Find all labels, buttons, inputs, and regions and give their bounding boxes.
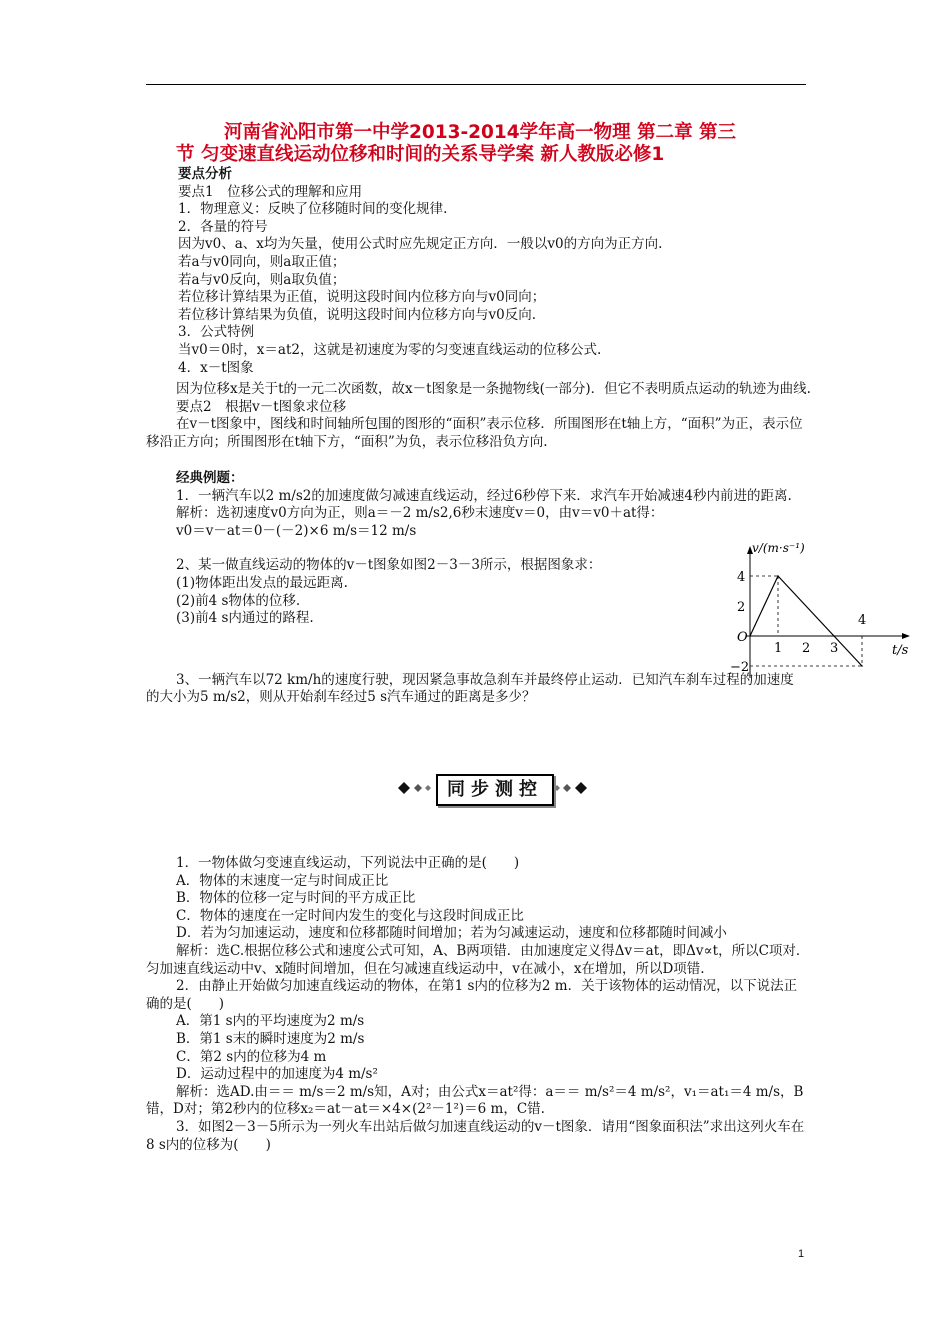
x-axis-label: t/s: [892, 643, 909, 658]
x-tick-label: 2: [802, 641, 811, 656]
analysis-line: 1．物理意义：反映了位移随时间的变化规律.: [178, 201, 448, 218]
data-point: [833, 635, 835, 637]
analysis-line: 若位移计算结果为正值，说明这段时间内位移方向与v0同向；: [178, 289, 546, 306]
practice-2-option: A．第1 s内的平均速度为2 m/s: [176, 1013, 365, 1030]
analysis-para-1: 因为位移x是关于t的一元二次函数，故x－t图象是一条抛物线(一部分)．但它不表明质点运动的轨迹为曲线.: [176, 381, 811, 398]
practice-2-solution: 解析：选AD.由＝＝ m/s＝2 m/s知，A对；由公式x＝at²得：a＝＝ m/s²＝4 m/s²，v₁＝at₁＝4 m/s，B错，D对；第2秒内的位移x₂＝at－at＝×4×(2²－1²)＝6 m，C错.: [146, 1083, 804, 1118]
example-3-question: 3、一辆汽车以72 km/h的速度行驶，现因紧急事故急刹车并最终停止运动．已知汽车刹车过程的加速度的大小为5 m/s2，则从开始刹车经过5 s汽车通过的距离是多少？: [146, 671, 794, 706]
analysis-line: 3．公式特例: [178, 324, 255, 341]
analysis-point-2: 要点2 根据v－t图象求位移: [176, 398, 347, 415]
practice-1-option: D．若为匀加速运动，速度和位移都随时间增加；若为匀减速运动，速度和位移都随时间减小: [176, 925, 727, 942]
analysis-line: 当v0＝0时，x＝at2，这就是初速度为零的匀变速直线运动的位移公式.: [178, 341, 602, 358]
practice-1-question: 1．一物体做匀变速直线运动，下列说法中正确的是( ): [176, 855, 520, 871]
practice-2-question: 2．由静止开始做匀加速直线运动的物体，在第1 s内的位移为2 m．关于该物体的运动情况，以下说法正确的是( ): [146, 978, 798, 1012]
practice-1-option: C．物体的速度在一定时间内发生的变化与这段时间成正比: [176, 907, 524, 924]
document-title: [140, 122, 820, 166]
title-line-2: 节 匀变速直线运动位移和时间的关系导学案 新人教版必修1: [176, 144, 665, 165]
practice-2-option: D．运动过程中的加速度为4 m/s²: [176, 1066, 378, 1083]
practice-2-option: B．第1 s末的瞬时速度为2 m/s: [176, 1030, 365, 1047]
practice-1-option: B．物体的位移一定与时间的平方成正比: [176, 890, 416, 907]
practice-1-option: A．物体的末速度一定与时间成正比: [176, 872, 389, 889]
analysis-line: 4．x－t图象: [178, 359, 254, 376]
x-axis-arrow: [902, 633, 910, 639]
practice-3-question: 3．如图2－3－5所示为一列火车出站后做匀加速直线运动的v－t图象．请用“图象面积法”求出这列火车在8 s内的位移为( ): [146, 1118, 805, 1153]
data-point: [861, 665, 863, 667]
example-2-item: (1)物体距出发点的最远距离.: [176, 574, 348, 591]
example-1-question: 1．一辆汽车以2 m/s2的加速度做匀减速直线运动，经过6秒停下来．求汽车开始减速4秒内前进的距离.: [176, 487, 792, 504]
header-rule: [146, 84, 806, 85]
analysis-heading: 要点分析: [178, 166, 232, 182]
analysis-line: 若a与v0反向，则a取负值；: [178, 271, 346, 288]
practice-2-option: C．第2 s内的位移为4 m: [176, 1048, 327, 1065]
example-2-item: (2)前4 s物体的位移.: [176, 592, 301, 609]
example-2-question: 2、某一做直线运动的物体的v－t图象如图2－3－3所示，根据图象求：: [176, 557, 602, 574]
x-tick-label: 3: [830, 641, 839, 656]
analysis-para-2: 在v－t图象中，图线和时间轴所包围的图形的“面积”表示位移．所围图形在t轴上方，“面积”为正，表示位移沿正方向；所围图形在t轴下方，“面积”为负，表示位移沿负方向.: [146, 416, 803, 450]
analysis-line: 2．各量的符号: [178, 218, 268, 235]
y-tick-label: −2: [730, 660, 750, 675]
page-number: 1: [798, 1248, 805, 1260]
sync-test-banner: [392, 772, 592, 804]
analysis-line: 因为v0、a、x均为矢量，使用公式时应先规定正方向．一般以v0的方向为正方向.: [178, 236, 663, 253]
practice-section: [146, 855, 810, 1154]
banner-text: 同步测控: [436, 774, 554, 806]
velocity-time-chart: [720, 538, 909, 675]
analysis-line: 要点1 位移公式的理解和应用: [178, 183, 363, 200]
data-point: [777, 575, 779, 577]
y-tick-label: 2: [737, 600, 746, 615]
examples-heading: 经典例题：: [176, 470, 244, 486]
data-point: [749, 635, 751, 637]
practice-1-solution: 解析：选C.根据位移公式和速度公式可知，A、B两项错．由加速度定义得Δv＝at，即Δv∝t，所以C项对．匀加速直线运动中v、x随时间增加，但在匀减速直线运动中，v在减小，x在增加，所以D项错.: [146, 942, 810, 977]
x-tick-label: 1: [774, 641, 783, 656]
example-1-solution: v0＝v－at＝0－(－2)×6 m/s＝12 m/s: [176, 522, 417, 539]
y-tick-label: 4: [737, 570, 746, 585]
title-line-1: 河南省沁阳市第一中学2013-2014学年高一物理 第二章 第三: [223, 122, 737, 143]
example-2-item: (3)前4 s内通过的路程.: [176, 610, 314, 627]
examples-section: [146, 470, 806, 707]
y-axis-label: v/(m·s⁻¹): [752, 541, 805, 555]
y-tick-label: O: [737, 630, 748, 645]
analysis-line: 若位移计算结果为负值，说明这段时间内位移方向与v0反向.: [178, 306, 537, 323]
analysis-section: [146, 166, 816, 452]
x-tick-label: 4: [858, 613, 867, 628]
example-1-solution: 解析：选初速度v0方向为正，则a＝－2 m/s2,6秒末速度v＝0，由v＝v0＋at得：: [176, 505, 664, 522]
analysis-line: 若a与v0同向，则a取正值；: [178, 253, 346, 270]
